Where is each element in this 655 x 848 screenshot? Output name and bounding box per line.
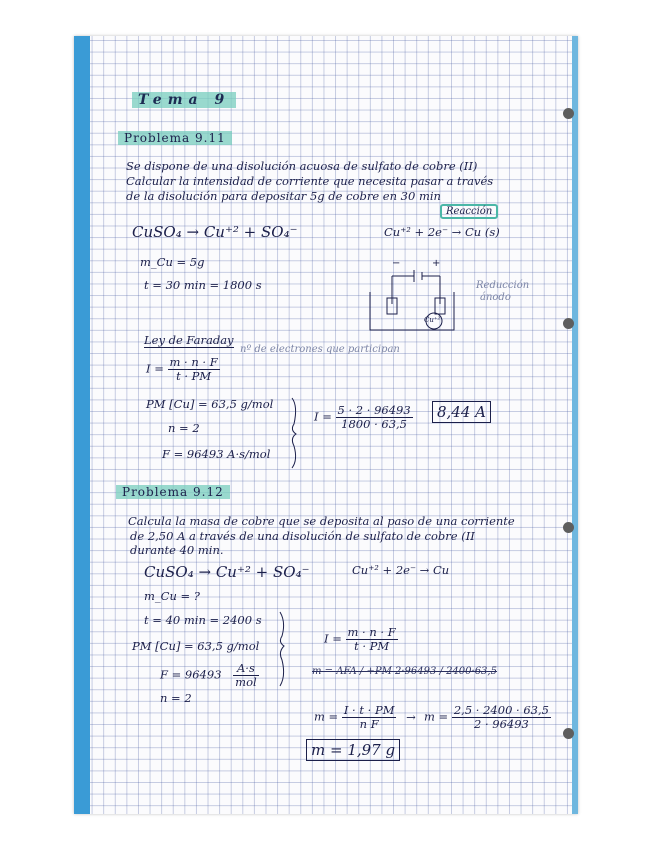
binder-hole bbox=[563, 318, 574, 329]
mass-calculation: m = $\frac{2,5 \cdot 2400 \cdot 63,5}{2 \cdot 96493}$ bbox=[424, 703, 549, 732]
given-data-brace-2 bbox=[74, 36, 578, 814]
mass-result: m = 1,97 g bbox=[306, 742, 400, 759]
statement-line: de 2,50 A a través de una disolución de sulfato de cobre (II bbox=[130, 529, 475, 543]
cell-minus-sign: − bbox=[392, 258, 401, 269]
notebook-page bbox=[74, 36, 578, 814]
faraday-formula: I = $\frac{m \cdot n \cdot F}{t \cdot PM}$ bbox=[146, 355, 218, 384]
statement-line: Se dispone de una disolución acuosa de sulfato de cobre (II) bbox=[126, 159, 478, 173]
cell-note-anodo: ánodo bbox=[480, 292, 511, 303]
statement-line: de la disolución para depositar 5g de cobre en 30 min bbox=[126, 189, 441, 203]
unknown-mass: m_Cu = ? bbox=[144, 589, 200, 603]
given-time-2: t = 40 min = 2400 s bbox=[144, 613, 262, 627]
faraday-formula-2: I = $\frac{m \cdot n \cdot F}{t \cdot PM}$ bbox=[324, 625, 396, 654]
electron-number: n = 2 bbox=[168, 421, 200, 435]
current-result: 8,44 A bbox=[432, 404, 491, 421]
binder-hole bbox=[563, 522, 574, 533]
problem-9-12-label: Problema 9.12 bbox=[116, 486, 230, 500]
electron-count-note: nº de electrones que participan bbox=[240, 344, 400, 355]
dissociation-equation-2: CuSO₄ → Cu⁺² + SO₄⁻ bbox=[144, 563, 310, 581]
faraday-constant: F = 96493 A·s/mol bbox=[162, 447, 271, 461]
crossed-out-work: m = AFA / +PM 2·96493 / 2400·63,5 bbox=[312, 666, 497, 677]
statement-line: durante 40 min. bbox=[130, 543, 224, 557]
dissociation-equation: CuSO₄ → Cu⁺² + SO₄⁻ bbox=[132, 223, 298, 241]
cell-ion-label: Cu⁺² bbox=[424, 316, 441, 324]
cell-note-reduccion: Reducción bbox=[476, 280, 530, 291]
given-mass: m_Cu = 5g bbox=[140, 255, 205, 269]
faraday-law-heading: Ley de Faraday bbox=[144, 333, 234, 347]
faraday-constant-2: F = 96493 $\frac{A\cdot s}{\text{mol}}$ bbox=[160, 661, 257, 690]
binder-hole bbox=[563, 108, 574, 119]
half-reaction-2: Cu⁺² + 2e⁻ → Cu bbox=[352, 563, 450, 577]
electron-number-2: n = 2 bbox=[160, 691, 192, 705]
reaction-label: Reacción bbox=[440, 206, 498, 218]
molar-mass: PM [Cu] = 63,5 g/mol bbox=[146, 397, 274, 411]
current-calculation: I = $\frac{5 \cdot 2 \cdot 96493}{1800 \cdot 63,5}$ bbox=[314, 403, 411, 432]
statement-line: Calcular la intensidad de corriente que necesita pasar a través bbox=[126, 174, 494, 188]
statement-line: Calcula la masa de cobre que se deposita al paso de una corriente bbox=[128, 514, 515, 528]
half-reaction: Cu⁺² + 2e⁻ → Cu (s) bbox=[384, 225, 500, 239]
given-time: t = 30 min = 1800 s bbox=[144, 278, 262, 292]
rearranged-formula: m = $\frac{I \cdot t \cdot PM}{\text{n F}}$ → bbox=[314, 703, 416, 732]
molar-mass-2: PM [Cu] = 63,5 g/mol bbox=[132, 639, 260, 653]
cell-plus-sign: + bbox=[432, 258, 441, 269]
binder-hole bbox=[563, 728, 574, 739]
problem-9-11-label: Problema 9.11 bbox=[118, 132, 232, 146]
page-title: Tema 9 bbox=[132, 92, 236, 108]
